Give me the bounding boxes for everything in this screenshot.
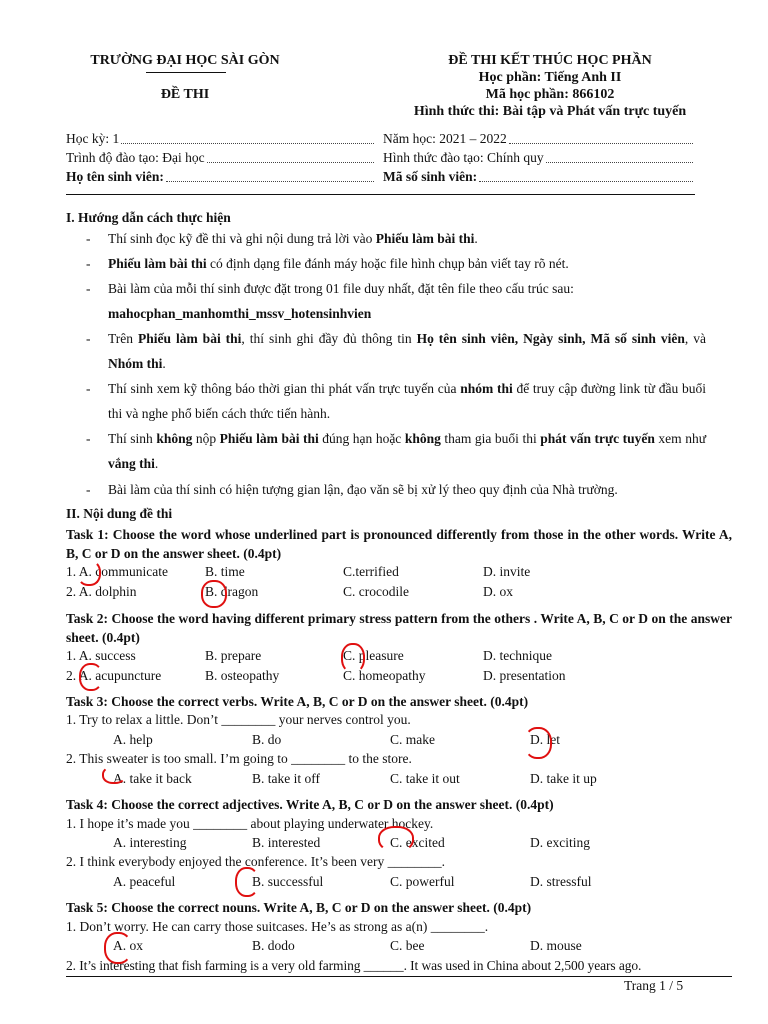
level-label: Trình độ đào tạo: Đại học — [66, 150, 205, 165]
training-form-field — [383, 149, 695, 167]
task5-q1-text: 1. Don’t worry. He can carry those suitcases. He’s as strong as a(n) ________. — [66, 919, 489, 934]
instruction-item: - Bài làm của thí sinh có hiện tượng gian lận, đạo văn sẽ bị xử lý theo quy định của Nhà trường. — [86, 482, 618, 497]
task2-q2-opt-a: 2. A. acupuncture — [66, 668, 162, 683]
task3-q1-text: 1. Try to relax a little. Don’t ________ your nerves control you. — [66, 712, 411, 727]
task1-q2-opt-c: C. crocodile — [343, 584, 409, 599]
answer-mark — [79, 663, 103, 691]
task5-q2-text: 2. It’s interesting that fish farming is a very old farming ______. It was used in China about 2,500 years ago. — [66, 958, 642, 973]
instruction-item: - Trên Phiếu làm bài thi, thí sinh ghi đầy đủ thông tin Họ tên sinh viên, Ngày sinh, Mã số sinh viên, và Nhóm thi. — [86, 331, 706, 371]
task5-q1-opt-d: D. mouse — [530, 938, 582, 953]
instruction-item: - Phiếu làm bài thi có định dạng file đánh máy hoặc file hình chụp bản viết tay rõ nét. — [86, 256, 569, 271]
exam-form: Hình thức thi: Bài tập và Phát vấn trực tuyến — [413, 104, 687, 119]
task2-title: Task 2: Choose the word having different primary stress pattern from the others . Write A, B, C or D on the answer sheet. (0.4pt) — [66, 611, 732, 645]
task3-q2-opt-d: D. take it up — [530, 771, 597, 786]
task4-q2-opt-c: C. powerful — [390, 874, 455, 889]
task5-q1-opt-b: B. dodo — [252, 938, 295, 953]
task5-q1-opt-a: A. ox — [113, 938, 143, 953]
course-code: Mã học phần: 866102 — [485, 87, 615, 102]
student-id-field — [383, 168, 695, 186]
answer-mark — [77, 560, 101, 586]
task5-q1-opt-c: C. bee — [390, 938, 425, 953]
answer-mark — [524, 727, 552, 759]
doc-type: ĐỀ THI — [160, 87, 210, 102]
task4-q1-opt-a: A. interesting — [113, 835, 187, 850]
task2-q1-opt-b: B. prepare — [205, 648, 262, 663]
task3-q2-opt-c: C. take it out — [390, 771, 460, 786]
task4-q2-opt-a: A. peaceful — [113, 874, 176, 889]
instruction-item: - Thí sinh không nộp Phiếu làm bài thi đúng hạn hoặc không tham gia buổi thi phát vấn trực tuyến xem như vắng thi. — [86, 431, 707, 471]
section2-heading: II. Nội dung đề thi — [66, 506, 173, 521]
task4-q2-text: 2. I think everybody enjoyed the conference. It’s been very ________. — [66, 854, 446, 869]
info-divider — [66, 194, 695, 195]
training-form-label: Hình thức đào tạo: Chính quy — [383, 150, 544, 165]
exam-title: ĐỀ THI KẾT THÚC HỌC PHẦN — [448, 53, 652, 68]
task1-q2-opt-a: 2. A. dolphin — [66, 584, 137, 599]
task2-q1-opt-c: C. pleasure — [343, 648, 404, 663]
task2-q1-opt-a: 1. A. success — [66, 648, 136, 663]
task2-q2-opt-d: D. presentation — [483, 668, 566, 683]
school-name: TRƯỜNG ĐẠI HỌC SÀI GÒN — [90, 53, 280, 68]
section1-heading: I. Hướng dẫn cách thực hiện — [66, 210, 231, 225]
task4-q2-opt-b: B. successful — [252, 874, 324, 889]
header-divider — [146, 72, 226, 73]
page-number: Trang 1 / 5 — [624, 978, 684, 993]
task4-q2-opt-d: D. stressful — [530, 874, 592, 889]
task3-q1-opt-d: D. let — [530, 732, 560, 747]
task4-q1-opt-c: C. excited — [390, 835, 445, 850]
task1-title: Task 1: Choose the word whose underlined part is pronounced differently from those in the other words. Write A, B, C or D on the answer sheet. (0.4pt) — [66, 527, 732, 561]
task2-q1-opt-d: D. technique — [483, 648, 552, 663]
task4-q1-opt-b: B. interested — [252, 835, 321, 850]
task3-q2-text: 2. This sweater is too small. I’m going to ________ to the store. — [66, 751, 412, 766]
task1-q1-opt-b: B. time — [205, 564, 245, 579]
instruction-item: - Thí sinh đọc kỹ đề thi và ghi nội dung trả lời vào Phiếu làm bài thi. — [86, 231, 478, 246]
task3-title: Task 3: Choose the correct verbs. Write A, B, C or D on the answer sheet. (0.4pt) — [66, 694, 529, 709]
task3-q1-opt-b: B. do — [252, 732, 282, 747]
semester-field — [66, 130, 376, 148]
task1-q2-opt-d: D. ox — [483, 584, 513, 599]
student-name-label: Họ tên sinh viên: — [66, 169, 164, 184]
task1-q2-opt-b: B. dragon — [205, 584, 259, 599]
semester-label: Học kỳ: 1 — [66, 131, 120, 146]
level-field — [66, 149, 376, 167]
task3-q2-opt-a: A. take it back — [113, 771, 192, 786]
answer-mark — [235, 867, 259, 897]
answer-mark — [102, 766, 126, 784]
task4-q1-opt-d: D. exciting — [530, 835, 590, 850]
student-name-field — [66, 168, 376, 186]
task2-q2-opt-c: C. homeopathy — [343, 668, 426, 683]
task3-q2-opt-b: B. take it off — [252, 771, 320, 786]
instruction-item: - Thí sinh xem kỹ thông báo thời gian thi phát vấn trực tuyến của nhóm thi để truy cập đường link từ đầu buổi thi và nghe phổ biến cách thức tiến hành. — [86, 381, 706, 421]
task4-title: Task 4: Choose the correct adjectives. Write A, B, C or D on the answer sheet. (0.4pt) — [66, 797, 554, 812]
instruction-item: - Bài làm của mỗi thí sinh được đặt trong 01 file duy nhất, đặt tên file theo cấu trúc sau: mahocphan_manhomthi_mssv_hotensinhvien — [86, 281, 574, 321]
task5-title: Task 5: Choose the correct nouns. Write A, B, C or D on the answer sheet. (0.4pt) — [66, 900, 532, 915]
answer-mark — [341, 643, 365, 673]
course-name: Học phần: Tiếng Anh II — [478, 70, 622, 85]
task3-q1-opt-c: C. make — [390, 732, 435, 747]
task3-q1-opt-a: A. help — [113, 732, 153, 747]
answer-mark — [378, 826, 414, 852]
school-year-field — [383, 130, 695, 148]
task1-q1-opt-c: C.terrified — [343, 564, 399, 579]
task1-q1-opt-a: 1. A. communicate — [66, 564, 168, 579]
student-id-label: Mã số sinh viên: — [383, 169, 478, 184]
task1-q1-opt-d: D. invite — [483, 564, 531, 579]
task4-q1-text: 1. I hope it’s made you ________ about playing underwater hockey. — [66, 816, 434, 831]
answer-mark — [104, 932, 132, 964]
task2-q2-opt-b: B. osteopathy — [205, 668, 280, 683]
school-year-label: Năm học: 2021 – 2022 — [383, 131, 507, 146]
answer-mark — [201, 580, 227, 608]
